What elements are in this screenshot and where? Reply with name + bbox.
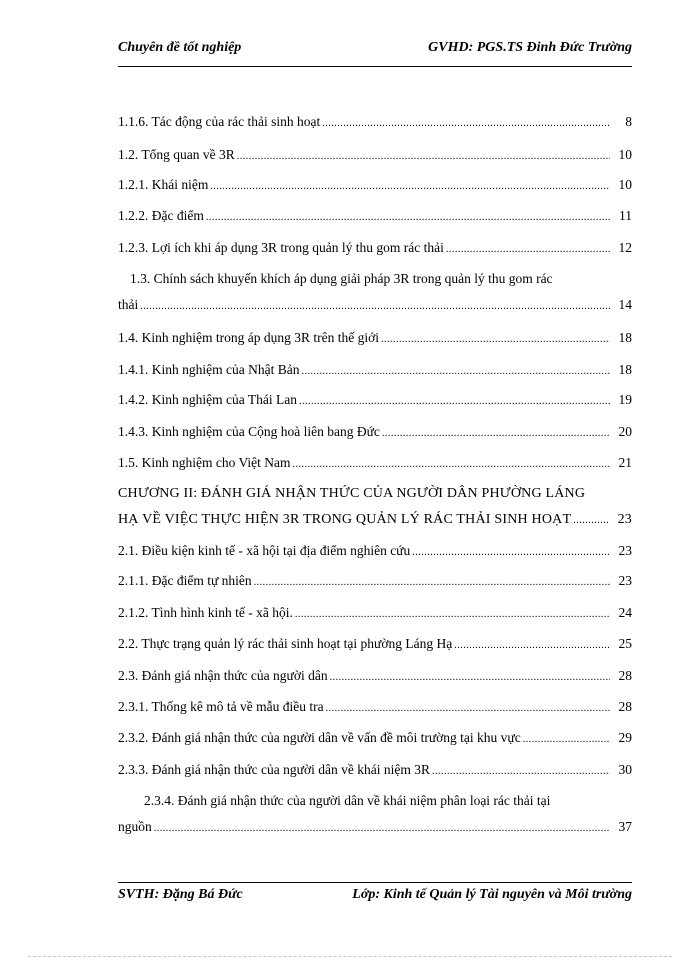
- page-footer: [118, 887, 632, 909]
- toc-entry-2-3[interactable]: [118, 666, 632, 686]
- toc-page-number: 37: [618, 819, 632, 834]
- toc-leader-dots: [322, 112, 610, 134]
- toc-entry-1-3-line1[interactable]: [118, 269, 632, 289]
- toc-entry-1-2-3[interactable]: [118, 238, 632, 258]
- toc-entry-text: 1.4.1. Kinh nghiệm của Nhật Bản: [118, 362, 300, 377]
- toc-entry-1-2-1[interactable]: [118, 175, 632, 195]
- toc-entry-text: 1.2. Tổng quan về 3R: [118, 147, 235, 162]
- toc-entry-1-3-line2[interactable]: [118, 295, 632, 315]
- toc-entry-1-5[interactable]: [118, 453, 632, 473]
- toc-entry-text: 2.1. Điều kiện kinh tế - xã hội tại địa điểm nghiên cứu: [118, 543, 411, 558]
- toc-leader-dots: [140, 295, 610, 317]
- toc-entry-text: 2.3.3. Đánh giá nhận thức của người dân về khái niệm 3R: [118, 762, 430, 777]
- toc-entry-text: 2.3.4. Đánh giá nhận thức của người dân về khái niệm phân loại rác thải tại: [144, 793, 551, 808]
- toc-leader-dots: [454, 634, 610, 656]
- header-supervisor: GVHD: PGS.TS Đinh Đức Trường: [428, 40, 632, 55]
- toc-entry-text: 2.2. Thực trạng quản lý rác thải sinh hoạt tại phường Láng Hạ: [118, 636, 453, 651]
- toc-entry-2-3-3[interactable]: [118, 760, 632, 780]
- toc-entry-1-2[interactable]: [118, 145, 632, 165]
- toc-entry-1-2-2[interactable]: [118, 206, 632, 226]
- toc-page-number: 25: [618, 636, 632, 651]
- toc-entry-text: 1.2.3. Lợi ích khi áp dụng 3R trong quản lý thu gom rác thải: [118, 240, 444, 255]
- toc-page-number: 23: [617, 512, 632, 527]
- header-divider: [118, 66, 632, 67]
- toc-page-number: 12: [618, 240, 632, 255]
- toc-leader-dots: [432, 760, 610, 782]
- toc-chapter-title: HẠ VỀ VIỆC THỰC HIỆN 3R TRONG QUẢN LÝ RÁC THẢI SINH HOẠT: [118, 512, 572, 527]
- toc-leader-dots: [254, 571, 610, 593]
- toc-entry-2-1-2[interactable]: [118, 603, 632, 623]
- toc-chapter-2-line1[interactable]: [118, 484, 632, 504]
- toc-page-number: 21: [618, 455, 632, 470]
- toc-page-number: 8: [625, 114, 632, 129]
- toc-page-number: 20: [618, 424, 632, 439]
- toc-leader-dots: [573, 510, 610, 531]
- toc-entry-text: 1.4.2. Kinh nghiệm của Thái Lan: [118, 392, 297, 407]
- toc-entry-2-3-1[interactable]: [118, 697, 632, 717]
- toc-leader-dots: [523, 728, 610, 750]
- footer-divider: [118, 882, 632, 883]
- toc-page-number: 28: [618, 699, 632, 714]
- toc-page-number: 23: [618, 573, 632, 588]
- toc-entry-2-3-4-line1[interactable]: [118, 791, 632, 811]
- toc-entry-2-3-4-line2[interactable]: [118, 817, 632, 837]
- toc-page-number: 24: [618, 605, 632, 620]
- toc-leader-dots: [295, 603, 610, 625]
- toc-entry-1-4-2[interactable]: [118, 390, 632, 410]
- page-bottom-edge: [28, 956, 672, 957]
- toc-leader-dots: [446, 238, 610, 260]
- toc-page-number: 11: [619, 208, 632, 223]
- toc-entry-text: 1.2.2. Đặc điểm: [118, 208, 204, 223]
- toc-leader-dots: [412, 541, 610, 563]
- toc-leader-dots: [154, 817, 610, 839]
- toc-leader-dots: [326, 697, 610, 719]
- toc-leader-dots: [301, 360, 610, 382]
- toc-entry-text: 2.1.1. Đặc điểm tự nhiên: [118, 573, 252, 588]
- toc-entry-2-1[interactable]: [118, 541, 632, 561]
- toc-entry-text: 2.3.1. Thống kê mô tả về mẫu điều tra: [118, 699, 324, 714]
- toc-page-number: 18: [618, 362, 632, 377]
- toc-leader-dots: [381, 328, 610, 350]
- toc-entry-2-3-2[interactable]: [118, 728, 632, 748]
- toc-chapter-title: CHƯƠNG II: ĐÁNH GIÁ NHẬN THỨC CỦA NGƯỜI DÂN PHƯỜNG LÁNG: [118, 486, 586, 501]
- toc-entry-text: 1.3. Chính sách khuyến khích áp dụng giải pháp 3R trong quản lý thu gom rác: [130, 271, 553, 286]
- toc-entry-text: 2.1.2. Tình hình kinh tế - xã hội.: [118, 605, 293, 620]
- toc-page-number: 18: [618, 330, 632, 345]
- toc-page-number: 30: [618, 762, 632, 777]
- toc-entry-1-4[interactable]: [118, 328, 632, 348]
- toc-page-number: 29: [618, 730, 632, 745]
- toc-page-number: 23: [618, 543, 632, 558]
- toc-entry-text: 2.3. Đánh giá nhận thức của người dân: [118, 668, 328, 683]
- header-document-type: Chuyên đề tốt nghiệp: [118, 40, 242, 55]
- toc-entry-text: nguồn: [118, 819, 152, 834]
- toc-page-number: 10: [618, 177, 632, 192]
- toc-entry-text: 2.3.2. Đánh giá nhận thức của người dân về vấn đề môi trường tại khu vực: [118, 730, 521, 745]
- toc-leader-dots: [206, 206, 610, 228]
- page-header: [118, 40, 632, 62]
- toc-entry-text: 1.4. Kinh nghiệm trong áp dụng 3R trên thế giới: [118, 330, 379, 345]
- toc-leader-dots: [210, 175, 610, 197]
- toc-entry-text: 1.2.1. Khái niệm: [118, 177, 209, 192]
- toc-leader-dots: [299, 390, 610, 412]
- toc-entry-1-4-3[interactable]: [118, 422, 632, 442]
- toc-page-number: 10: [618, 147, 632, 162]
- footer-class: Lớp: Kinh tế Quản lý Tài nguyên và Môi trường: [352, 887, 632, 902]
- toc-entry-2-2[interactable]: [118, 634, 632, 654]
- toc-page-number: 19: [618, 392, 632, 407]
- toc-entry-2-1-1[interactable]: [118, 571, 632, 591]
- footer-student: SVTH: Đặng Bá Đức: [118, 887, 243, 902]
- toc-chapter-2-line2[interactable]: [118, 510, 632, 530]
- toc-leader-dots: [330, 666, 610, 688]
- toc-entry-text: 1.5. Kinh nghiệm cho Việt Nam: [118, 455, 291, 470]
- toc-page-number: 14: [618, 297, 632, 312]
- toc-entry-text: thải: [118, 297, 139, 312]
- toc-leader-dots: [237, 145, 610, 167]
- toc-leader-dots: [382, 422, 610, 444]
- toc-page-number: 28: [618, 668, 632, 683]
- toc-entry-text: 1.4.3. Kinh nghiệm của Cộng hoà liên bang Đức: [118, 424, 380, 439]
- toc-entry-text: 1.1.6. Tác động của rác thải sinh hoạt: [118, 114, 321, 129]
- toc-entry-1-1-6[interactable]: [118, 112, 632, 132]
- toc-leader-dots: [293, 453, 610, 475]
- toc-entry-1-4-1[interactable]: [118, 360, 632, 380]
